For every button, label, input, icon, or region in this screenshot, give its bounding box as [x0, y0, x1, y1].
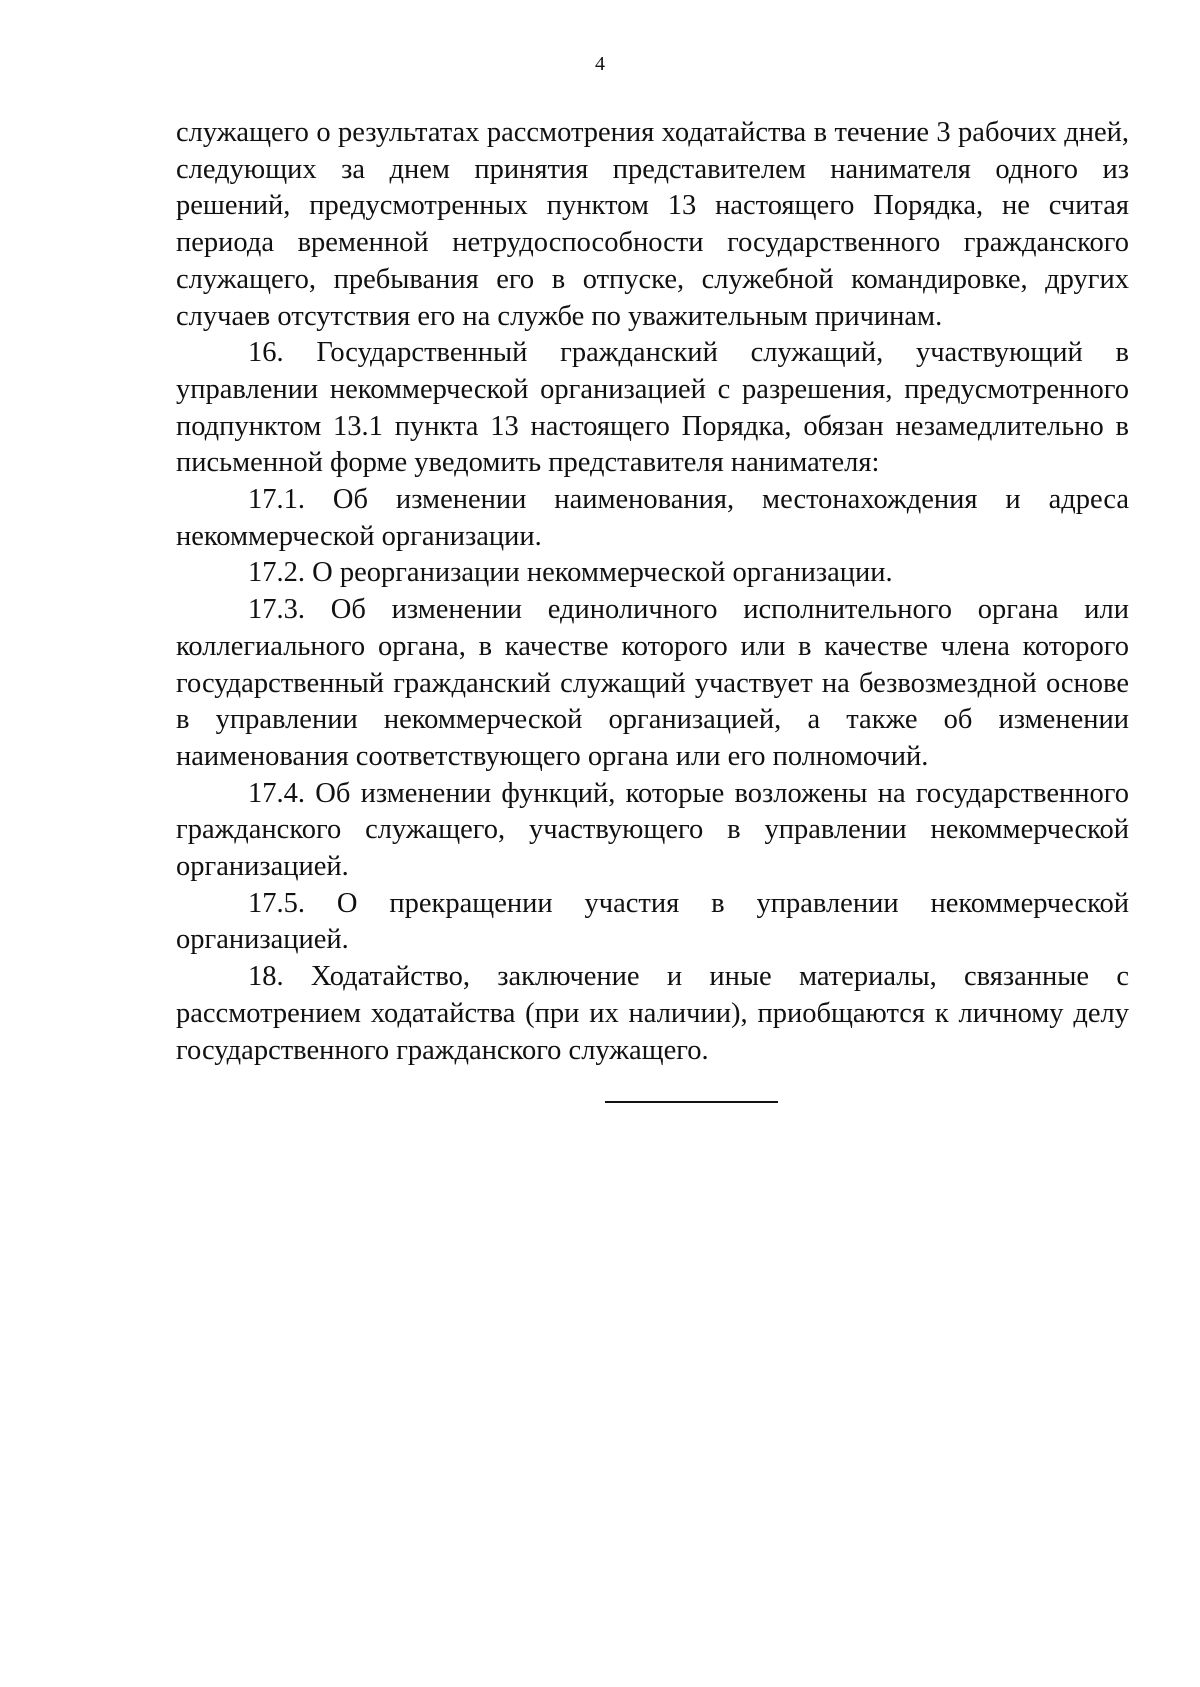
end-of-document-rule: [605, 1101, 778, 1103]
paragraph-continuation: служащего о результатах рассмотрения ходатайства в течение 3 рабочих дней, следующих за днем принятия представителем нанимателя одного из решений, предусмотренных пунктом 13 настоящего Порядка, не считая периода временной нетрудоспособности государственного гражданского служащего, пребывания его в отпуске, служебной командировке, других случаев отсутствия его на службе по уважительным причинам.: [176, 117, 1129, 332]
paragraph-16: 16. Государственный гражданский служащий, участвующий в управлении некоммерческой организацией с разрешения, предусмотренного подпунктом 13.1 пункта 13 настоящего Порядка, обязан незамедлительно в письменной форме уведомить представителя нанимателя:: [176, 337, 1129, 479]
paragraph-17-1: 17.1. Об изменении наименования, местонахождения и адреса некоммерческой организации.: [176, 484, 1129, 552]
paragraph-17-4: 17.4. Об изменении функций, которые возложены на государственного гражданского служащего, участвующего в управлении некоммерческой организацией.: [176, 777, 1129, 883]
paragraph-17-2: 17.2. О реорганизации некоммерческой организации.: [248, 557, 893, 589]
paragraph-17-5: 17.5. О прекращении участия в управлении некоммерческой организацией.: [176, 887, 1129, 956]
page-number: 4: [595, 53, 605, 75]
document-body: [176, 115, 1129, 1069]
paragraph-17-3: 17.3. Об изменении единоличного исполнительного органа или коллегиального органа, в качестве которого или в качестве члена которого государственный гражданский служащий участвует на безвозмездной основе в управлении некоммерческой организацией, а также об изменении наименования соответствующего органа или его полномочий.: [176, 594, 1129, 772]
paragraph-18: 18. Ходатайство, заключение и иные материалы, связанные с рассмотрением ходатайства (при их наличии), приобщаются к личному делу государственного гражданского служащего.: [176, 961, 1129, 1066]
